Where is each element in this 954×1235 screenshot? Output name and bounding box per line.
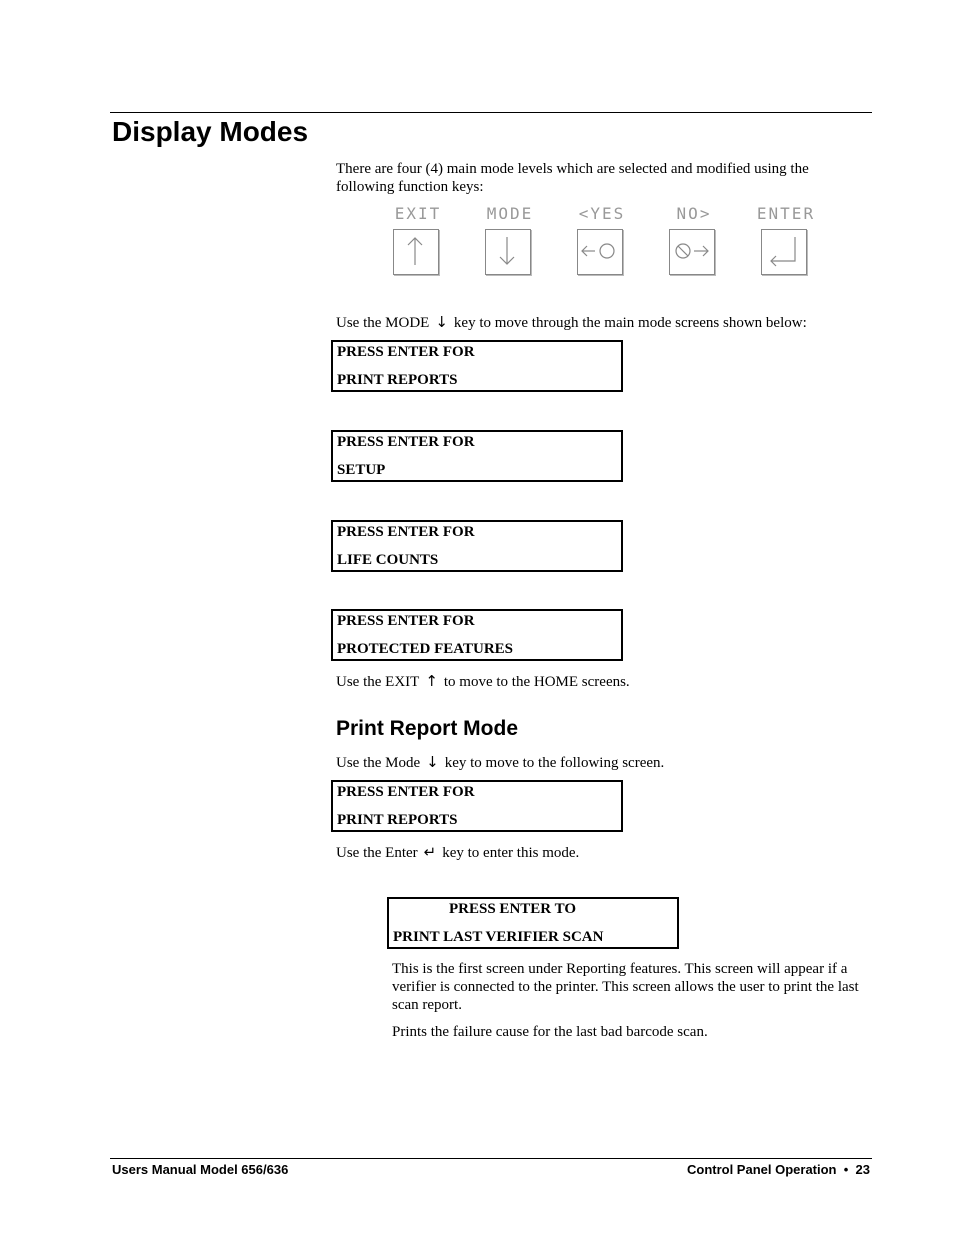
- exit-instruction-after: to move to the HOME screens.: [443, 674, 630, 690]
- screen-line-2: PRINT REPORTS: [337, 812, 458, 828]
- screen-print-reports: [331, 340, 623, 392]
- mode-instruction-after: key to move through the main mode screens shown below:: [453, 315, 807, 331]
- screen-line-1: PRESS ENTER FOR: [337, 344, 475, 360]
- enter-instruction-after: key to enter this mode.: [442, 845, 580, 861]
- screen-line-2: PRINT LAST VERIFIER SCAN: [393, 929, 604, 945]
- footer-bullet: •: [843, 1162, 849, 1177]
- footer-left: Users Manual Model 656/636: [112, 1162, 289, 1177]
- mode-instruction: [336, 313, 807, 332]
- mode-key: [480, 200, 540, 280]
- screen-line-1: PRESS ENTER FOR: [337, 613, 475, 629]
- page-number: 23: [855, 1162, 870, 1177]
- screen-line-1: PRESS ENTER FOR: [337, 434, 475, 450]
- footer-section: Control Panel Operation: [686, 1162, 837, 1177]
- up-arrow-icon: [393, 229, 437, 273]
- enter-instruction: [336, 843, 579, 862]
- enter-key: [756, 200, 816, 280]
- screen-line-2: LIFE COUNTS: [337, 552, 439, 568]
- exit-key: [388, 200, 448, 280]
- screen-line-2: PRINT REPORTS: [337, 372, 458, 388]
- screen-print-reports-2: [331, 780, 623, 832]
- screen-line-2: PROTECTED FEATURES: [337, 641, 514, 657]
- mode2-instruction: [336, 753, 664, 772]
- top-rule: [110, 112, 872, 113]
- screen-line-1: PRESS ENTER FOR: [337, 524, 475, 540]
- description-paragraph: This is the first screen under Reporting features. This screen will appear if a verifier is connected to the printer. This screen allows the user to print the last scan report.: [392, 961, 859, 1013]
- enter-return-icon: ↵: [423, 843, 437, 861]
- screen-life-counts: [331, 520, 623, 572]
- screen-line-2: SETUP: [337, 462, 386, 478]
- exit-key-label: EXIT: [394, 204, 442, 223]
- screen-print-last-verifier-scan: [387, 897, 679, 949]
- no-right-arrow-icon: [669, 229, 713, 273]
- down-arrow-icon: ↓: [435, 313, 448, 331]
- intro-paragraph: There are four (4) main mode levels which are selected and modified using the following function keys:: [336, 161, 809, 195]
- down-arrow-icon: [485, 229, 529, 273]
- no-key: [664, 200, 724, 280]
- function-keys: [388, 200, 828, 280]
- enter-return-icon: [761, 229, 805, 273]
- section-heading: Print Report Mode: [336, 717, 518, 740]
- yes-key-label: <YES: [578, 204, 626, 223]
- screen-protected-features: [331, 609, 623, 661]
- enter-key-label: ENTER: [756, 204, 816, 223]
- failure-cause-paragraph: Prints the failure cause for the last bad barcode scan.: [392, 1024, 708, 1040]
- mode2-instruction-before: Use the Mode: [336, 755, 421, 771]
- mode2-instruction-after: key to move to the following screen.: [444, 755, 665, 771]
- yes-key: [572, 200, 632, 280]
- page-title: Display Modes: [112, 116, 309, 147]
- mode-key-label: MODE: [486, 204, 534, 223]
- down-arrow-icon: ↓: [426, 753, 439, 771]
- enter-instruction-before: Use the Enter: [336, 845, 418, 861]
- up-arrow-icon: ↑: [425, 672, 438, 690]
- left-arrow-circle-icon: [577, 229, 621, 273]
- exit-instruction-before: Use the EXIT: [336, 674, 420, 690]
- footer-right: [687, 1162, 870, 1177]
- screen-line-1: PRESS ENTER FOR: [337, 784, 475, 800]
- bottom-rule: [110, 1158, 872, 1159]
- mode-instruction-before: Use the MODE: [336, 315, 430, 331]
- screen-setup: [331, 430, 623, 482]
- screen-line-1: PRESS ENTER TO: [449, 901, 576, 917]
- exit-instruction: [336, 672, 630, 691]
- no-key-label: NO>: [676, 204, 712, 223]
